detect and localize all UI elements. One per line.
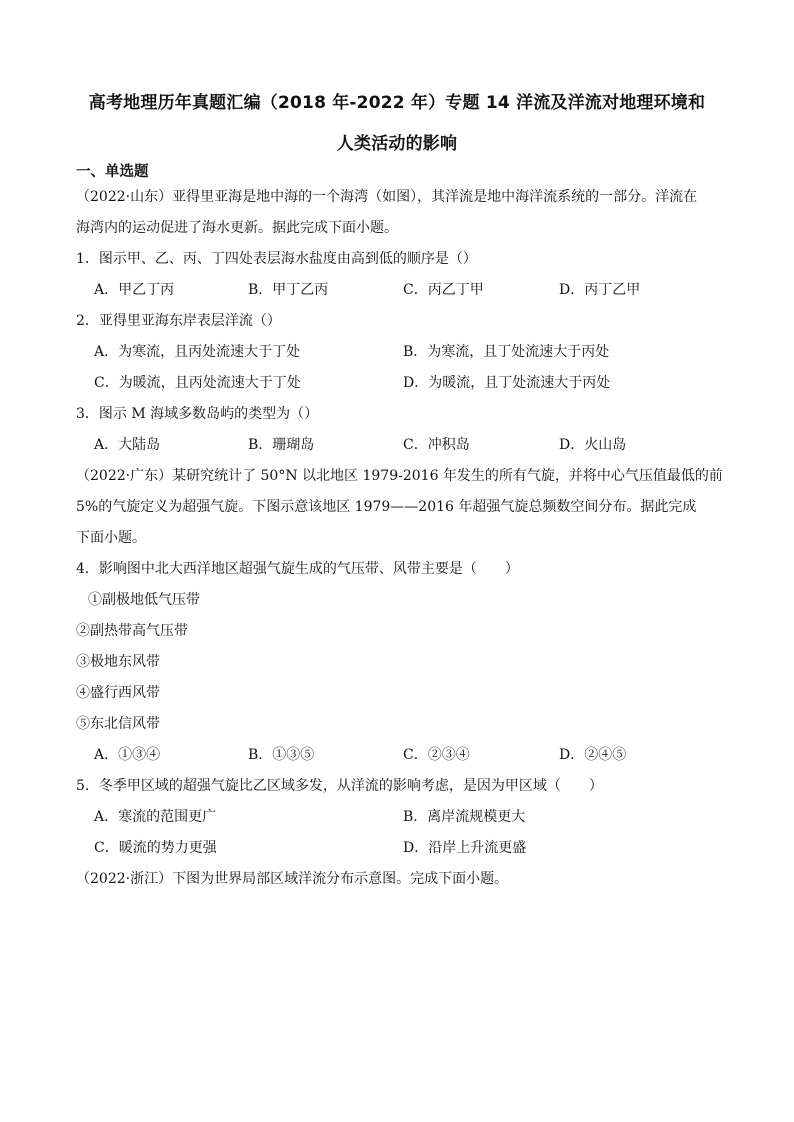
question-3-option-a[interactable]: A．大陆岛 [94, 437, 161, 453]
document-title-line-2: 人类活动的影响 [336, 134, 458, 154]
question-1-option-b[interactable]: B．甲丁乙丙 [248, 282, 329, 298]
question-5-option-b[interactable]: B．离岸流规模更大 [403, 809, 526, 825]
question-4-option-c[interactable]: C．②③④ [403, 747, 470, 763]
question-5-stem: 5．冬季甲区域的超强气旋比乙区域多发，从洋流的影响考虑，是因为甲区域（ ） [76, 778, 603, 794]
question-4-option-b[interactable]: B．①③⑤ [248, 747, 315, 763]
passage-1-line-2: 海湾内的运动促进了海水更新。据此完成下面小题。 [76, 220, 398, 236]
section-heading: 一、单选题 [76, 164, 149, 180]
question-5-option-a[interactable]: A．寒流的范围更广 [94, 809, 217, 825]
question-4-option-d[interactable]: D．②④⑤ [559, 747, 627, 763]
question-3-option-d[interactable]: D．火山岛 [559, 437, 627, 453]
question-5-option-c[interactable]: C．暖流的势力更强 [94, 840, 217, 856]
question-1-option-a[interactable]: A．甲乙丁丙 [94, 282, 175, 298]
question-4-stem: 4．影响图中北大西洋地区超强气旋生成的气压带、风带主要是（ ） [76, 561, 519, 577]
question-3-option-b[interactable]: B．珊瑚岛 [248, 437, 315, 453]
question-1-option-c[interactable]: C．丙乙丁甲 [403, 282, 484, 298]
question-3-stem: 3．图示 M 海域多数岛屿的类型为（） [76, 406, 319, 422]
question-4-item-1: ①副极地低气压带 [88, 592, 200, 608]
question-1-stem: 1．图示甲、乙、丙、丁四处表层海水盐度由高到低的顺序是（） [76, 251, 477, 267]
question-4-item-5: ⑤东北信风带 [76, 716, 160, 732]
passage-1-line-1: （2022·山东）亚得里亚海是地中海的一个海湾（如图），其洋流是地中海洋流系统的一部分。洋流在 [76, 189, 698, 205]
passage-2-line-3: 下面小题。 [76, 530, 146, 546]
question-5-option-d[interactable]: D．沿岸上升流更盛 [403, 840, 527, 856]
document-title-line-1: 高考地理历年真题汇编（2018 年-2022 年）专题 14 洋流及洋流对地理环境和 [88, 93, 706, 113]
question-2-option-d[interactable]: D．为暖流，且丁处流速大于丙处 [403, 375, 611, 391]
question-2-option-a[interactable]: A．为寒流，且丙处流速大于丁处 [94, 344, 301, 360]
question-2-stem: 2．亚得里亚海东岸表层洋流（） [76, 313, 281, 329]
passage-3-line-1: （2022·浙江）下图为世界局部区域洋流分布示意图。完成下面小题。 [76, 871, 509, 887]
passage-2-line-1: （2022·广东）某研究统计了 50°N 以北地区 1979-2016 年发生的所有气旋，并将中心气压值最低的前 [76, 468, 723, 484]
question-1-option-d[interactable]: D．丙丁乙甲 [559, 282, 641, 298]
question-2-option-b[interactable]: B．为寒流，且丁处流速大于丙处 [403, 344, 610, 360]
question-4-item-3: ③极地东风带 [76, 654, 160, 670]
passage-2-line-2: 5%的气旋定义为超强气旋。下图示意该地区 1979——2016 年超强气旋总频数空间分布。据此完成 [76, 499, 697, 515]
question-4-item-4: ④盛行西风带 [76, 685, 160, 701]
question-4-item-2: ②副热带高气压带 [76, 623, 188, 639]
question-2-option-c[interactable]: C．为暖流，且丙处流速大于丁处 [94, 375, 301, 391]
question-4-option-a[interactable]: A．①③④ [94, 747, 161, 763]
question-3-option-c[interactable]: C．冲积岛 [403, 437, 470, 453]
